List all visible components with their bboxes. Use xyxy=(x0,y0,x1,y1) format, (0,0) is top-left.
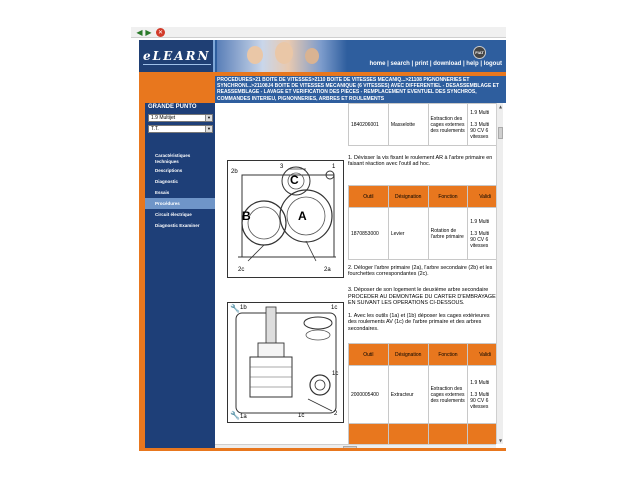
vehicle-title: GRANDE PUNTO xyxy=(148,104,197,110)
figure-label-1c: 1c xyxy=(332,371,339,377)
sidebar-item-essais[interactable]: Essais xyxy=(155,190,170,195)
scroll-down-icon[interactable]: ▼ xyxy=(498,438,503,443)
sidebar-item-circuit-electrique[interactable]: Circuit électrique xyxy=(155,212,192,217)
logo-underline xyxy=(143,64,211,65)
sidebar xyxy=(145,103,215,448)
chevron-down-icon[interactable]: ▼ xyxy=(205,115,212,121)
figure-label-1a: 1a xyxy=(240,414,247,420)
tool-code-cell: 2000005400 xyxy=(349,366,389,424)
nav-print-link[interactable]: print xyxy=(414,61,429,67)
column-header-fonction: Fonction xyxy=(428,186,468,208)
wrench-icon: 🔧 xyxy=(230,411,240,420)
back-arrow-icon[interactable]: ◀ xyxy=(136,28,143,37)
column-header-fonction: Fonction xyxy=(428,344,468,366)
column-header-blank xyxy=(468,424,496,445)
scroll-up-icon[interactable]: ▲ xyxy=(498,104,503,109)
column-header-blank xyxy=(349,424,389,445)
figure-label-2a: 2a xyxy=(324,267,331,273)
tool-function-cell: Rotation de l'arbre primaire xyxy=(428,208,468,260)
column-header-validite: Validi xyxy=(468,344,496,366)
column-header-outil: Outil xyxy=(349,186,389,208)
tool-designation-cell: Extracteur xyxy=(388,366,428,424)
tools-table-3 xyxy=(348,343,496,444)
column-header-blank xyxy=(388,424,428,445)
sidebar-header-block xyxy=(139,76,215,103)
sidebar-item-procedures[interactable]: Procédures xyxy=(145,198,215,209)
tools-table-1 xyxy=(348,103,496,146)
sidebar-menu xyxy=(145,151,215,231)
table-header-row xyxy=(349,344,497,366)
gearbox-select[interactable] xyxy=(148,125,213,133)
nav-help-link[interactable]: help xyxy=(466,61,479,67)
vertical-scrollbar[interactable] xyxy=(496,103,503,444)
column-header-designation: Désignation xyxy=(388,186,428,208)
logo[interactable] xyxy=(139,40,215,72)
header-banner-image xyxy=(217,40,347,72)
breadcrumb[interactable]: PROCEDURES>21 BOITE DE VITESSES>2110 BOITE DE VITESSES MECANIQ...>21108 PIGNONNERIES ET SYNCHRONI...>21108J4 BOITE DE VITESSES MECANIQUE (6 VITESSES) AVEC DIFFERENTIEL - DESASSEMBLAGE ET REASSEMBLAGE - LAVAGE ET VERIFICATION DES PIECES - REMPLACEMENT EVENTUEL DES SYNCHROS, COMMANDES INTERIEU, PIGNONNERIES, ARBRES ET ROULEMENTS xyxy=(215,76,506,103)
scrollbar-thumb[interactable] xyxy=(498,127,503,139)
table-row xyxy=(349,208,497,260)
stop-icon[interactable]: ✕ xyxy=(157,29,164,36)
clutch-housing-drawing xyxy=(228,303,343,422)
sidebar-item-caracteristiques[interactable]: Caractéristiques techniques xyxy=(155,153,191,164)
table-row xyxy=(349,366,497,424)
step-text: 2. Déloger l'arbre primaire (2a), l'arbre secondaire (2b) et les fourchettes correspondantes (2c). xyxy=(348,265,493,278)
step-text: 3. Déposer de son logement le deuxième arbre secondaire xyxy=(348,287,489,293)
column-header-designation: Désignation xyxy=(388,344,428,366)
sidebar-item-diagnostic[interactable]: Diagnostic xyxy=(155,179,179,184)
tool-designation-cell: Levier xyxy=(388,208,428,260)
top-navigation: home | search | print | download | help | logout xyxy=(369,61,502,67)
figure-label-3: 3 xyxy=(280,164,284,170)
gearbox-illustration-1 xyxy=(227,160,344,278)
table-header-row xyxy=(349,424,497,445)
tool-code-cell: 1870853000 xyxy=(349,208,389,260)
nav-search-link[interactable]: search xyxy=(390,61,410,67)
logo-text: eLEARN xyxy=(143,49,211,63)
step-text: 1. Dévisser la vis fixant le roulement AR à l'arbre primaire en faisant réaction avec l'outil ad hoc. xyxy=(348,155,493,168)
nav-download-link[interactable]: download xyxy=(433,61,462,67)
tool-designation-cell: Masselotte xyxy=(388,104,428,146)
figure-label-2c: 2c xyxy=(238,267,245,273)
figure-label-c: C xyxy=(290,173,299,187)
tool-validity-cell: 1.9 Multi 1.3 Multi 90 CV 6 vitesses xyxy=(468,208,496,260)
table-header-row xyxy=(349,186,497,208)
app-header xyxy=(139,40,506,72)
figure-label-2: 2 xyxy=(334,411,338,417)
tool-code-cell: 1840206001 xyxy=(349,104,389,146)
nav-home-link[interactable]: home xyxy=(369,61,386,67)
footer-divider xyxy=(139,448,506,451)
sidebar-item-descriptions[interactable]: Descriptions xyxy=(155,168,183,173)
tools-table-2 xyxy=(348,185,496,260)
column-header-blank xyxy=(428,424,468,445)
chevron-down-icon[interactable]: ▼ xyxy=(205,126,212,132)
engine-select[interactable] xyxy=(148,114,213,122)
figure-label-1c: 1c xyxy=(331,305,338,311)
figure-label-2b: 2b xyxy=(231,169,238,175)
engine-select-value: 1.9 Multijet xyxy=(151,115,176,121)
column-header-outil: Outil xyxy=(349,344,389,366)
forward-arrow-icon[interactable]: ▶ xyxy=(145,28,152,37)
figure-label-a: A xyxy=(298,209,307,223)
tool-validity-cell: 1.9 Multi 1.3 Multi 90 CV 6 vitesses xyxy=(468,366,496,424)
sidebar-item-diagnostic-examiner[interactable]: Diagnostic Examiner xyxy=(155,223,200,228)
procedure-heading: PROCEDER AU DEMONTAGE DU CARTER D'EMBRAYAGE EN SUIVANT LES OPERATIONS CI-DESSOUS. xyxy=(348,294,496,307)
tool-validity-cell: 1.9 Multi 1.3 Multi 90 CV 6 vitesses xyxy=(468,104,496,146)
tool-function-cell: Extraction des cages externes des roulements xyxy=(428,104,468,146)
figure-label-1c: 1c xyxy=(298,413,305,419)
tool-function-cell: Extraction des cages externes des roulements xyxy=(428,366,468,424)
column-header-validite: Validi xyxy=(468,186,496,208)
procedure-content xyxy=(215,103,496,444)
figure-label-1: 1 xyxy=(332,164,336,170)
wrench-icon: 🔧 xyxy=(230,304,240,313)
step-text: 1. Avec les outils (1a) et (1b) déposer les cages extérieures des roulements AV (1c) de l'arbre primaire et des arbres secondaires. xyxy=(348,313,490,332)
gearbox-select-value: T.T. xyxy=(151,126,159,132)
figure-label-1b: 1b xyxy=(240,305,247,311)
browser-toolbar xyxy=(131,27,506,38)
nav-logout-link[interactable]: logout xyxy=(483,61,502,67)
fiat-badge-icon: FIAT xyxy=(473,46,486,59)
figure-label-b: B xyxy=(242,209,251,223)
table-row xyxy=(349,104,497,146)
gearbox-illustration-2 xyxy=(227,302,344,423)
